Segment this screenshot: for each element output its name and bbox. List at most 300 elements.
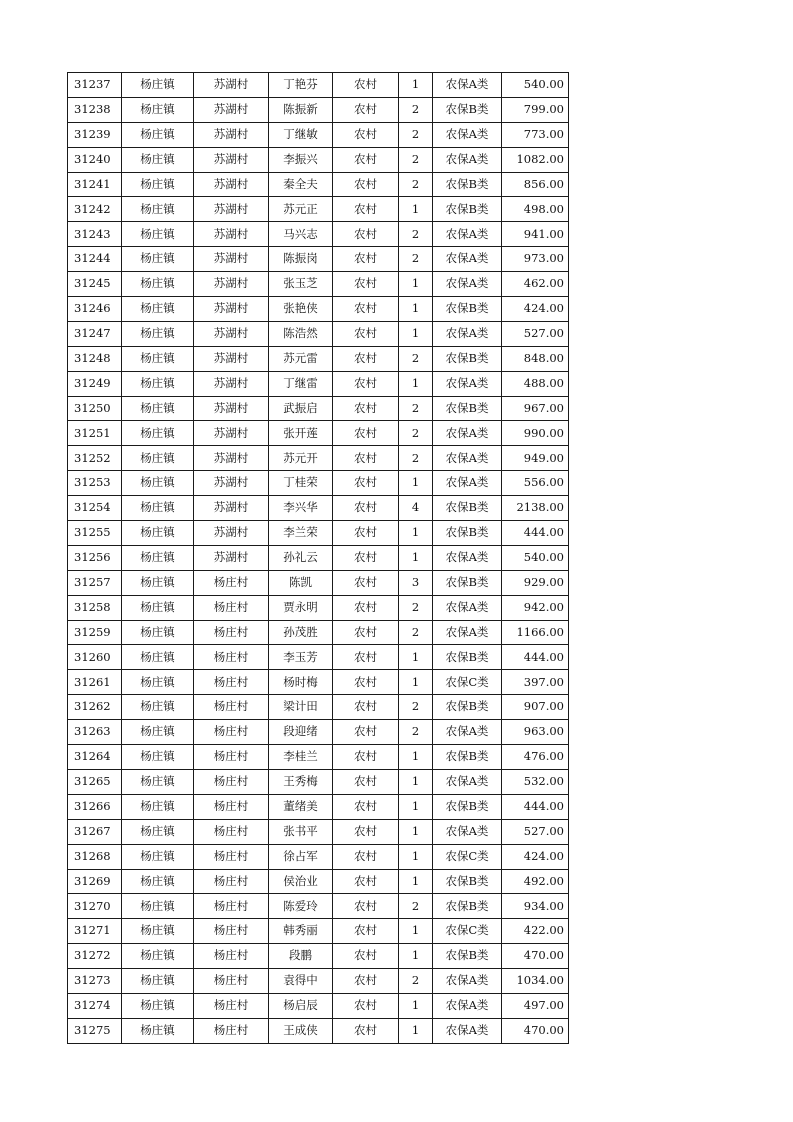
- table-row: [68, 521, 569, 546]
- member-count-cell: 1: [399, 297, 433, 322]
- record-id-cell: 31257: [68, 570, 122, 595]
- table-row: [68, 695, 569, 720]
- insurance-category-cell: 农保B类: [433, 297, 502, 322]
- member-count-cell: 2: [399, 695, 433, 720]
- insurance-category-cell: 农保B类: [433, 894, 502, 919]
- town-cell: 杨庄镇: [122, 894, 194, 919]
- household-type-cell: 农村: [333, 545, 399, 570]
- person-name-cell: 丁桂荣: [269, 471, 333, 496]
- person-name-cell: 杨时梅: [269, 670, 333, 695]
- insurance-category-cell: 农保B类: [433, 521, 502, 546]
- town-cell: 杨庄镇: [122, 97, 194, 122]
- person-name-cell: 张书平: [269, 819, 333, 844]
- record-id-cell: 31272: [68, 944, 122, 969]
- table-row: [68, 1018, 569, 1043]
- village-cell: 杨庄村: [194, 969, 269, 994]
- town-cell: 杨庄镇: [122, 297, 194, 322]
- village-cell: 苏湖村: [194, 147, 269, 172]
- table-row: [68, 122, 569, 147]
- village-cell: 苏湖村: [194, 172, 269, 197]
- person-name-cell: 陈振新: [269, 97, 333, 122]
- table-row: [68, 73, 569, 98]
- table-row: [68, 819, 569, 844]
- insurance-category-cell: 农保A类: [433, 993, 502, 1018]
- table-row: [68, 496, 569, 521]
- town-cell: 杨庄镇: [122, 993, 194, 1018]
- town-cell: 杨庄镇: [122, 73, 194, 98]
- household-type-cell: 农村: [333, 919, 399, 944]
- village-cell: 苏湖村: [194, 496, 269, 521]
- member-count-cell: 2: [399, 346, 433, 371]
- village-cell: 杨庄村: [194, 1018, 269, 1043]
- record-id-cell: 31267: [68, 819, 122, 844]
- insurance-category-cell: 农保A类: [433, 1018, 502, 1043]
- person-name-cell: 丁继敏: [269, 122, 333, 147]
- village-cell: 杨庄村: [194, 819, 269, 844]
- insurance-category-cell: 农保A类: [433, 471, 502, 496]
- table-body: [68, 73, 569, 1044]
- amount-cell: 470.00: [502, 1018, 569, 1043]
- insurance-category-cell: 农保A类: [433, 446, 502, 471]
- household-type-cell: 农村: [333, 944, 399, 969]
- insurance-category-cell: 农保A类: [433, 620, 502, 645]
- amount-cell: 527.00: [502, 321, 569, 346]
- household-type-cell: 农村: [333, 570, 399, 595]
- record-id-cell: 31246: [68, 297, 122, 322]
- member-count-cell: 1: [399, 1018, 433, 1043]
- town-cell: 杨庄镇: [122, 869, 194, 894]
- member-count-cell: 2: [399, 620, 433, 645]
- insurance-category-cell: 农保A类: [433, 272, 502, 297]
- household-type-cell: 农村: [333, 371, 399, 396]
- insurance-category-cell: 农保A类: [433, 595, 502, 620]
- member-count-cell: 2: [399, 894, 433, 919]
- amount-cell: 422.00: [502, 919, 569, 944]
- table-row: [68, 620, 569, 645]
- record-id-cell: 31269: [68, 869, 122, 894]
- member-count-cell: 1: [399, 844, 433, 869]
- household-type-cell: 农村: [333, 346, 399, 371]
- town-cell: 杨庄镇: [122, 1018, 194, 1043]
- member-count-cell: 2: [399, 396, 433, 421]
- household-type-cell: 农村: [333, 147, 399, 172]
- person-name-cell: 马兴志: [269, 222, 333, 247]
- household-type-cell: 农村: [333, 794, 399, 819]
- member-count-cell: 1: [399, 794, 433, 819]
- amount-cell: 799.00: [502, 97, 569, 122]
- table-row: [68, 894, 569, 919]
- record-id-cell: 31255: [68, 521, 122, 546]
- member-count-cell: 1: [399, 371, 433, 396]
- table-row: [68, 321, 569, 346]
- town-cell: 杨庄镇: [122, 595, 194, 620]
- member-count-cell: 2: [399, 595, 433, 620]
- table-row: [68, 172, 569, 197]
- household-type-cell: 农村: [333, 1018, 399, 1043]
- person-name-cell: 丁艳芬: [269, 73, 333, 98]
- amount-cell: 934.00: [502, 894, 569, 919]
- table-row: [68, 769, 569, 794]
- town-cell: 杨庄镇: [122, 570, 194, 595]
- member-count-cell: 1: [399, 745, 433, 770]
- amount-cell: 856.00: [502, 172, 569, 197]
- village-cell: 杨庄村: [194, 919, 269, 944]
- insurance-category-cell: 农保A类: [433, 222, 502, 247]
- record-id-cell: 31264: [68, 745, 122, 770]
- household-type-cell: 农村: [333, 73, 399, 98]
- household-type-cell: 农村: [333, 993, 399, 1018]
- member-count-cell: 2: [399, 421, 433, 446]
- town-cell: 杨庄镇: [122, 745, 194, 770]
- village-cell: 杨庄村: [194, 944, 269, 969]
- amount-cell: 470.00: [502, 944, 569, 969]
- person-name-cell: 李兰荣: [269, 521, 333, 546]
- household-type-cell: 农村: [333, 969, 399, 994]
- member-count-cell: 1: [399, 197, 433, 222]
- insurance-category-cell: 农保B类: [433, 496, 502, 521]
- village-cell: 杨庄村: [194, 720, 269, 745]
- person-name-cell: 袁得中: [269, 969, 333, 994]
- table-row: [68, 147, 569, 172]
- record-id-cell: 31262: [68, 695, 122, 720]
- person-name-cell: 秦全夫: [269, 172, 333, 197]
- amount-cell: 492.00: [502, 869, 569, 894]
- amount-cell: 929.00: [502, 570, 569, 595]
- amount-cell: 973.00: [502, 247, 569, 272]
- household-type-cell: 农村: [333, 222, 399, 247]
- table-row: [68, 595, 569, 620]
- village-cell: 苏湖村: [194, 247, 269, 272]
- town-cell: 杨庄镇: [122, 620, 194, 645]
- member-count-cell: 1: [399, 645, 433, 670]
- amount-cell: 2138.00: [502, 496, 569, 521]
- village-cell: 杨庄村: [194, 595, 269, 620]
- record-id-cell: 31238: [68, 97, 122, 122]
- insurance-category-cell: 农保B类: [433, 944, 502, 969]
- household-type-cell: 农村: [333, 894, 399, 919]
- village-cell: 苏湖村: [194, 197, 269, 222]
- amount-cell: 444.00: [502, 645, 569, 670]
- person-name-cell: 王成侠: [269, 1018, 333, 1043]
- household-type-cell: 农村: [333, 321, 399, 346]
- town-cell: 杨庄镇: [122, 247, 194, 272]
- member-count-cell: 1: [399, 819, 433, 844]
- insurance-category-cell: 农保B类: [433, 396, 502, 421]
- record-id-cell: 31258: [68, 595, 122, 620]
- amount-cell: 424.00: [502, 297, 569, 322]
- person-name-cell: 陈爱玲: [269, 894, 333, 919]
- record-id-cell: 31265: [68, 769, 122, 794]
- household-type-cell: 农村: [333, 272, 399, 297]
- town-cell: 杨庄镇: [122, 819, 194, 844]
- village-cell: 杨庄村: [194, 670, 269, 695]
- person-name-cell: 贾永明: [269, 595, 333, 620]
- table-row: [68, 969, 569, 994]
- table-row: [68, 720, 569, 745]
- town-cell: 杨庄镇: [122, 695, 194, 720]
- record-id-cell: 31259: [68, 620, 122, 645]
- household-type-cell: 农村: [333, 595, 399, 620]
- household-type-cell: 农村: [333, 172, 399, 197]
- insurance-category-cell: 农保A类: [433, 247, 502, 272]
- household-type-cell: 农村: [333, 844, 399, 869]
- household-type-cell: 农村: [333, 421, 399, 446]
- village-cell: 苏湖村: [194, 122, 269, 147]
- insurance-category-cell: 农保A类: [433, 122, 502, 147]
- person-name-cell: 董绪美: [269, 794, 333, 819]
- village-cell: 苏湖村: [194, 521, 269, 546]
- table-row: [68, 396, 569, 421]
- household-type-cell: 农村: [333, 745, 399, 770]
- person-name-cell: 韩秀丽: [269, 919, 333, 944]
- insurance-category-cell: 农保A类: [433, 545, 502, 570]
- insurance-category-cell: 农保C类: [433, 670, 502, 695]
- amount-cell: 397.00: [502, 670, 569, 695]
- insurance-category-cell: 农保A类: [433, 769, 502, 794]
- person-name-cell: 苏元正: [269, 197, 333, 222]
- insurance-category-cell: 农保A类: [433, 969, 502, 994]
- table-row: [68, 421, 569, 446]
- record-id-cell: 31251: [68, 421, 122, 446]
- town-cell: 杨庄镇: [122, 197, 194, 222]
- amount-cell: 462.00: [502, 272, 569, 297]
- insurance-category-cell: 农保C类: [433, 844, 502, 869]
- record-id-cell: 31253: [68, 471, 122, 496]
- person-name-cell: 陈凯: [269, 570, 333, 595]
- amount-cell: 556.00: [502, 471, 569, 496]
- insurance-category-cell: 农保B类: [433, 745, 502, 770]
- village-cell: 杨庄村: [194, 794, 269, 819]
- person-name-cell: 梁计田: [269, 695, 333, 720]
- town-cell: 杨庄镇: [122, 371, 194, 396]
- village-cell: 杨庄村: [194, 695, 269, 720]
- amount-cell: 949.00: [502, 446, 569, 471]
- person-name-cell: 陈浩然: [269, 321, 333, 346]
- table-row: [68, 745, 569, 770]
- insurance-category-cell: 农保B类: [433, 695, 502, 720]
- town-cell: 杨庄镇: [122, 396, 194, 421]
- village-cell: 苏湖村: [194, 97, 269, 122]
- insurance-category-cell: 农保B类: [433, 645, 502, 670]
- person-name-cell: 丁继雷: [269, 371, 333, 396]
- insurance-category-cell: 农保A类: [433, 371, 502, 396]
- town-cell: 杨庄镇: [122, 421, 194, 446]
- village-cell: 苏湖村: [194, 222, 269, 247]
- table-row: [68, 222, 569, 247]
- household-type-cell: 农村: [333, 446, 399, 471]
- village-cell: 杨庄村: [194, 894, 269, 919]
- member-count-cell: 1: [399, 272, 433, 297]
- table-row: [68, 247, 569, 272]
- person-name-cell: 张玉芝: [269, 272, 333, 297]
- member-count-cell: 2: [399, 147, 433, 172]
- person-name-cell: 侯治业: [269, 869, 333, 894]
- village-cell: 杨庄村: [194, 993, 269, 1018]
- household-type-cell: 农村: [333, 769, 399, 794]
- town-cell: 杨庄镇: [122, 147, 194, 172]
- village-cell: 苏湖村: [194, 446, 269, 471]
- amount-cell: 476.00: [502, 745, 569, 770]
- person-name-cell: 苏元开: [269, 446, 333, 471]
- village-cell: 苏湖村: [194, 471, 269, 496]
- town-cell: 杨庄镇: [122, 222, 194, 247]
- record-id-cell: 31242: [68, 197, 122, 222]
- household-type-cell: 农村: [333, 670, 399, 695]
- table-row: [68, 844, 569, 869]
- village-cell: 苏湖村: [194, 396, 269, 421]
- insurance-category-cell: 农保A类: [433, 147, 502, 172]
- table-row: [68, 446, 569, 471]
- person-name-cell: 李玉芳: [269, 645, 333, 670]
- record-id-cell: 31247: [68, 321, 122, 346]
- household-type-cell: 农村: [333, 645, 399, 670]
- town-cell: 杨庄镇: [122, 496, 194, 521]
- amount-cell: 907.00: [502, 695, 569, 720]
- insurance-category-cell: 农保B类: [433, 794, 502, 819]
- member-count-cell: 2: [399, 172, 433, 197]
- person-name-cell: 徐占军: [269, 844, 333, 869]
- household-type-cell: 农村: [333, 97, 399, 122]
- household-type-cell: 农村: [333, 720, 399, 745]
- person-name-cell: 武振启: [269, 396, 333, 421]
- person-name-cell: 李振兴: [269, 147, 333, 172]
- amount-cell: 1082.00: [502, 147, 569, 172]
- amount-cell: 540.00: [502, 545, 569, 570]
- household-type-cell: 农村: [333, 197, 399, 222]
- member-count-cell: 1: [399, 471, 433, 496]
- village-cell: 杨庄村: [194, 769, 269, 794]
- table-row: [68, 993, 569, 1018]
- insurance-category-cell: 农保A类: [433, 73, 502, 98]
- table-row: [68, 97, 569, 122]
- person-name-cell: 段迎绪: [269, 720, 333, 745]
- amount-cell: 1166.00: [502, 620, 569, 645]
- village-cell: 苏湖村: [194, 371, 269, 396]
- town-cell: 杨庄镇: [122, 172, 194, 197]
- record-id-cell: 31250: [68, 396, 122, 421]
- member-count-cell: 2: [399, 247, 433, 272]
- member-count-cell: 2: [399, 720, 433, 745]
- insurance-category-cell: 农保A类: [433, 321, 502, 346]
- record-id-cell: 31260: [68, 645, 122, 670]
- amount-cell: 1034.00: [502, 969, 569, 994]
- insurance-category-cell: 农保A类: [433, 819, 502, 844]
- amount-cell: 444.00: [502, 521, 569, 546]
- town-cell: 杨庄镇: [122, 919, 194, 944]
- village-cell: 杨庄村: [194, 620, 269, 645]
- record-id-cell: 31254: [68, 496, 122, 521]
- village-cell: 杨庄村: [194, 745, 269, 770]
- village-cell: 苏湖村: [194, 297, 269, 322]
- town-cell: 杨庄镇: [122, 321, 194, 346]
- person-name-cell: 王秀梅: [269, 769, 333, 794]
- person-name-cell: 苏元雷: [269, 346, 333, 371]
- town-cell: 杨庄镇: [122, 944, 194, 969]
- table-row: [68, 944, 569, 969]
- table-row: [68, 645, 569, 670]
- town-cell: 杨庄镇: [122, 720, 194, 745]
- household-type-cell: 农村: [333, 247, 399, 272]
- person-name-cell: 张艳侠: [269, 297, 333, 322]
- amount-cell: 424.00: [502, 844, 569, 869]
- insurance-category-cell: 农保A类: [433, 720, 502, 745]
- record-id-cell: 31274: [68, 993, 122, 1018]
- town-cell: 杨庄镇: [122, 122, 194, 147]
- record-id-cell: 31252: [68, 446, 122, 471]
- person-name-cell: 孙礼云: [269, 545, 333, 570]
- member-count-cell: 3: [399, 570, 433, 595]
- record-id-cell: 31275: [68, 1018, 122, 1043]
- member-count-cell: 1: [399, 869, 433, 894]
- table-row: [68, 545, 569, 570]
- amount-cell: 773.00: [502, 122, 569, 147]
- household-type-cell: 农村: [333, 297, 399, 322]
- amount-cell: 848.00: [502, 346, 569, 371]
- amount-cell: 532.00: [502, 769, 569, 794]
- record-id-cell: 31243: [68, 222, 122, 247]
- village-cell: 苏湖村: [194, 545, 269, 570]
- member-count-cell: 4: [399, 496, 433, 521]
- record-id-cell: 31261: [68, 670, 122, 695]
- town-cell: 杨庄镇: [122, 446, 194, 471]
- table-row: [68, 570, 569, 595]
- town-cell: 杨庄镇: [122, 794, 194, 819]
- record-id-cell: 31273: [68, 969, 122, 994]
- member-count-cell: 1: [399, 321, 433, 346]
- amount-cell: 498.00: [502, 197, 569, 222]
- member-count-cell: 1: [399, 993, 433, 1018]
- member-count-cell: 2: [399, 969, 433, 994]
- member-count-cell: 2: [399, 97, 433, 122]
- insurance-category-cell: 农保B类: [433, 346, 502, 371]
- table-row: [68, 297, 569, 322]
- insurance-category-cell: 农保B类: [433, 197, 502, 222]
- person-name-cell: 杨启辰: [269, 993, 333, 1018]
- record-id-cell: 31270: [68, 894, 122, 919]
- person-name-cell: 李兴华: [269, 496, 333, 521]
- table-row: [68, 471, 569, 496]
- town-cell: 杨庄镇: [122, 346, 194, 371]
- person-name-cell: 孙茂胜: [269, 620, 333, 645]
- record-id-cell: 31244: [68, 247, 122, 272]
- village-cell: 杨庄村: [194, 844, 269, 869]
- record-id-cell: 31268: [68, 844, 122, 869]
- household-type-cell: 农村: [333, 471, 399, 496]
- table-row: [68, 794, 569, 819]
- household-type-cell: 农村: [333, 620, 399, 645]
- town-cell: 杨庄镇: [122, 521, 194, 546]
- town-cell: 杨庄镇: [122, 769, 194, 794]
- record-id-cell: 31248: [68, 346, 122, 371]
- village-cell: 杨庄村: [194, 570, 269, 595]
- town-cell: 杨庄镇: [122, 272, 194, 297]
- table-row: [68, 272, 569, 297]
- member-count-cell: 2: [399, 122, 433, 147]
- table-row: [68, 371, 569, 396]
- member-count-cell: 1: [399, 769, 433, 794]
- amount-cell: 967.00: [502, 396, 569, 421]
- record-id-cell: 31256: [68, 545, 122, 570]
- person-name-cell: 段鹏: [269, 944, 333, 969]
- village-cell: 杨庄村: [194, 869, 269, 894]
- town-cell: 杨庄镇: [122, 844, 194, 869]
- amount-cell: 527.00: [502, 819, 569, 844]
- member-count-cell: 1: [399, 670, 433, 695]
- table-row: [68, 869, 569, 894]
- member-count-cell: 1: [399, 73, 433, 98]
- insurance-category-cell: 农保B类: [433, 172, 502, 197]
- member-count-cell: 1: [399, 521, 433, 546]
